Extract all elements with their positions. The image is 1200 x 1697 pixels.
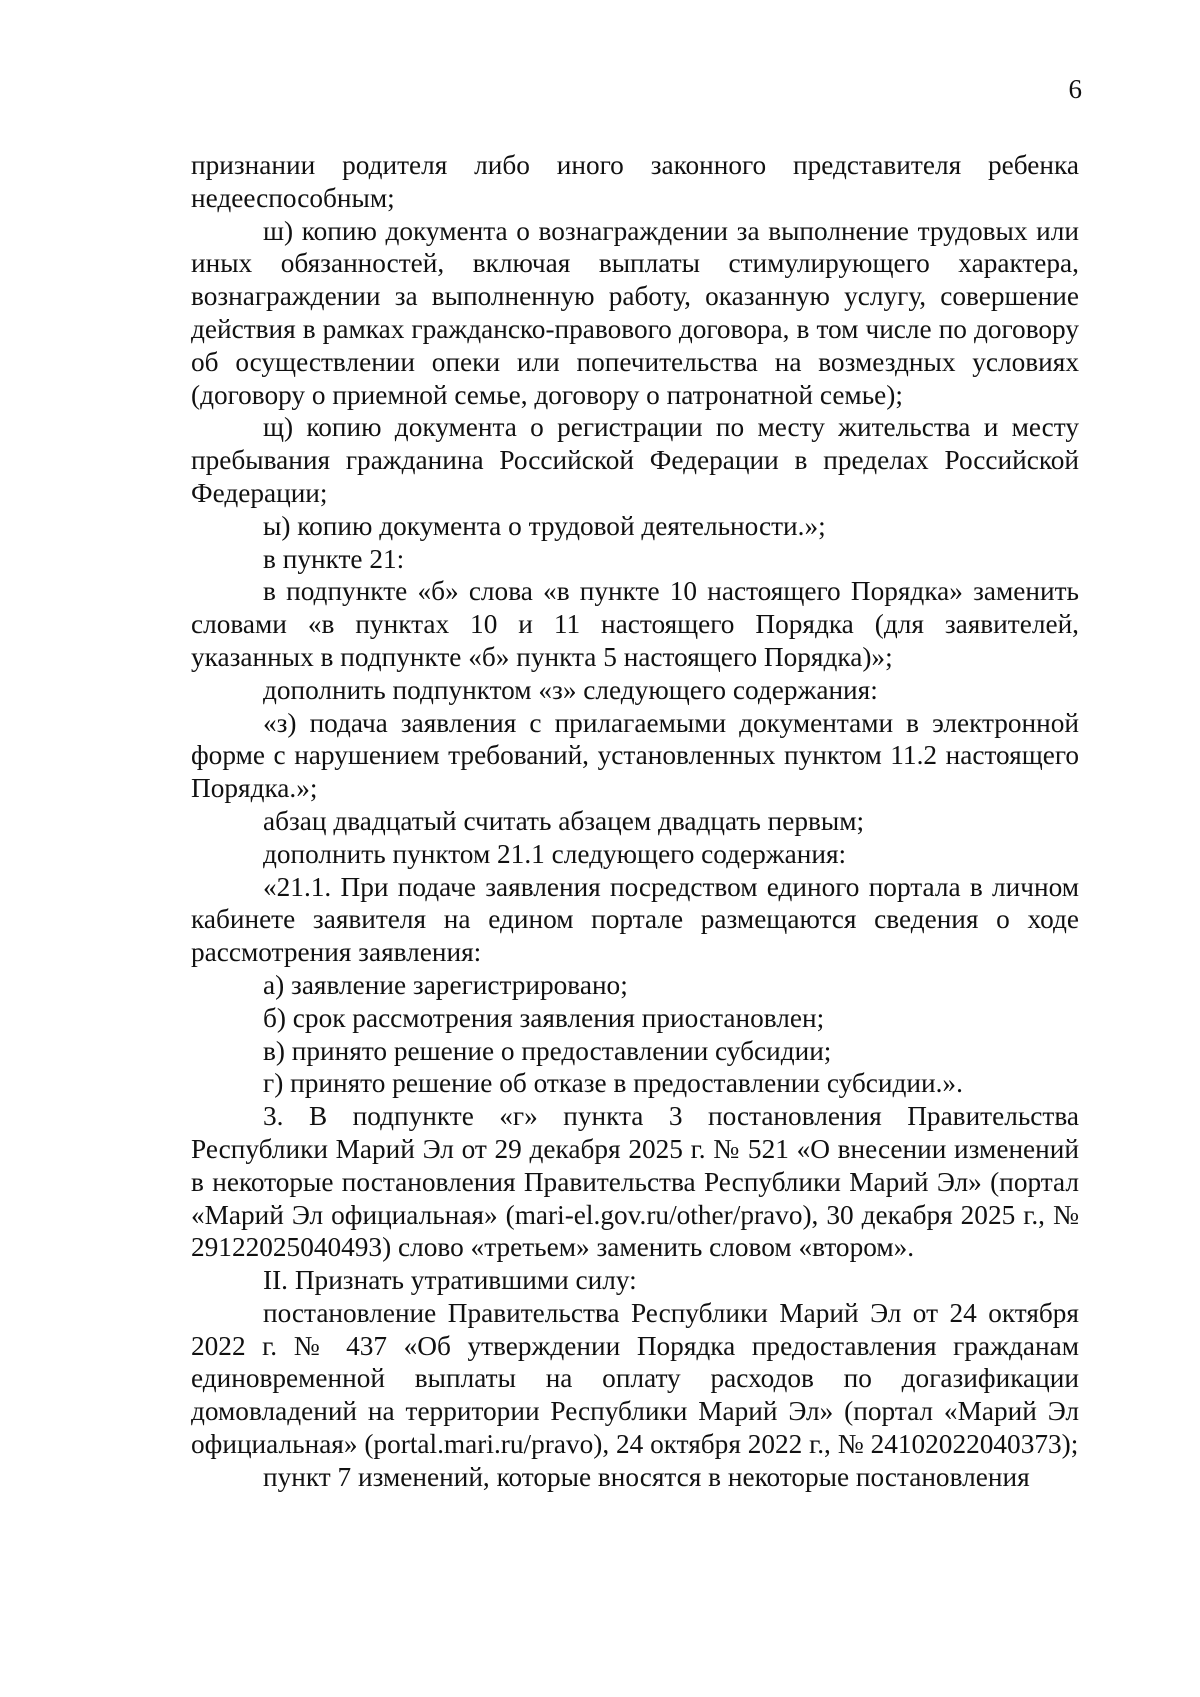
paragraph-add-point-21-1: дополнить пунктом 21.1 следующего содержания: bbox=[263, 838, 847, 869]
paragraph-point-7: пункт 7 изменений, которые вносятся в некоторые постановления bbox=[263, 1461, 1030, 1492]
paragraph-item-g: г) принято решение об отказе в предоставлении субсидии.». bbox=[263, 1068, 963, 1099]
paragraph-continuation: признании родителя либо иного законного представителя ребенка недееспособным; bbox=[191, 150, 1079, 213]
paragraph-item-shcha: щ) копию документа о регистрации по месту жительства и месту пребывания гражданина Российской Федерации в пределах Российской Федерации; bbox=[191, 412, 1079, 508]
document-body bbox=[191, 149, 1079, 1494]
paragraph-subpoint-b: в подпункте «б» слова «в пункте 10 настоящего Порядка» заменить словами «в пунктах 10 и 11 настоящего Порядка (для заявителей, указанных в подпункте «б» пункта 5 настоящего Порядка)»; bbox=[191, 576, 1079, 672]
paragraph-subpoint-z: «з) подача заявления с прилагаемыми документами в электронной форме с нарушением требований, установленных пунктом 11.2 настоящего Порядка.»; bbox=[191, 707, 1079, 804]
paragraph-point-21-1: «21.1. При подаче заявления посредством единого портала в личном кабинете заявителя на едином портале размещаются сведения о ходе рассмотрения заявления: bbox=[191, 871, 1079, 968]
paragraph-item-v: в) принято решение о предоставлении субсидии; bbox=[263, 1035, 832, 1066]
paragraph-abzac: абзац двадцатый считать абзацем двадцать первым; bbox=[263, 805, 865, 836]
paragraph-section-ii: II. Признать утратившими силу: bbox=[263, 1265, 637, 1296]
paragraph-resolution-437: постановление Правительства Республики Марий Эл от 24 октября 2022 г. № 437 «Об утверждении Порядка предоставления гражданам единовременной выплаты на оплату расходов по догазификации домовладений на территории Республики Марий Эл» (портал «Марий Эл официальная» (portal.mari.ru/pravo), 24 октября 2022 г., № 24102022040373); bbox=[191, 1297, 1079, 1460]
paragraph-item-y: ы) копию документа о трудовой деятельности.»; bbox=[263, 510, 826, 541]
paragraph-item-a: а) заявление зарегистрировано; bbox=[263, 969, 628, 1000]
paragraph-item-b: б) срок рассмотрения заявления приостановлен; bbox=[263, 1002, 825, 1033]
paragraph-add-subpoint-z: дополнить подпунктом «з» следующего содержания: bbox=[263, 674, 878, 705]
paragraph-item-sha: ш) копию документа о вознаграждении за выполнение трудовых или иных обязанностей, включая выплаты стимулирующего характера, вознаграждении за выполненную работу, оказанную услугу, совершение действия в рамках гражданско-правового договора, в том числе по договору об осуществлении опеки или попечительства на возмездных условиях (договору о приемной семье, договору о патронатной семье); bbox=[191, 215, 1079, 410]
page-number: 6 bbox=[1068, 74, 1082, 104]
paragraph-point-21: в пункте 21: bbox=[263, 543, 405, 574]
paragraph-section-3: 3. В подпункте «г» пункта 3 постановления Правительства Республики Марий Эл от 29 декабря 2025 г. № 521 «О внесении изменений в некоторые постановления Правительства Республики Марий Эл» (портал «Марий Эл официальная» (mari-el.gov.ru/other/pravo), 30 декабря 2025 г., № 29122025040493) слово «третьем» заменить словом «втором». bbox=[191, 1101, 1079, 1263]
